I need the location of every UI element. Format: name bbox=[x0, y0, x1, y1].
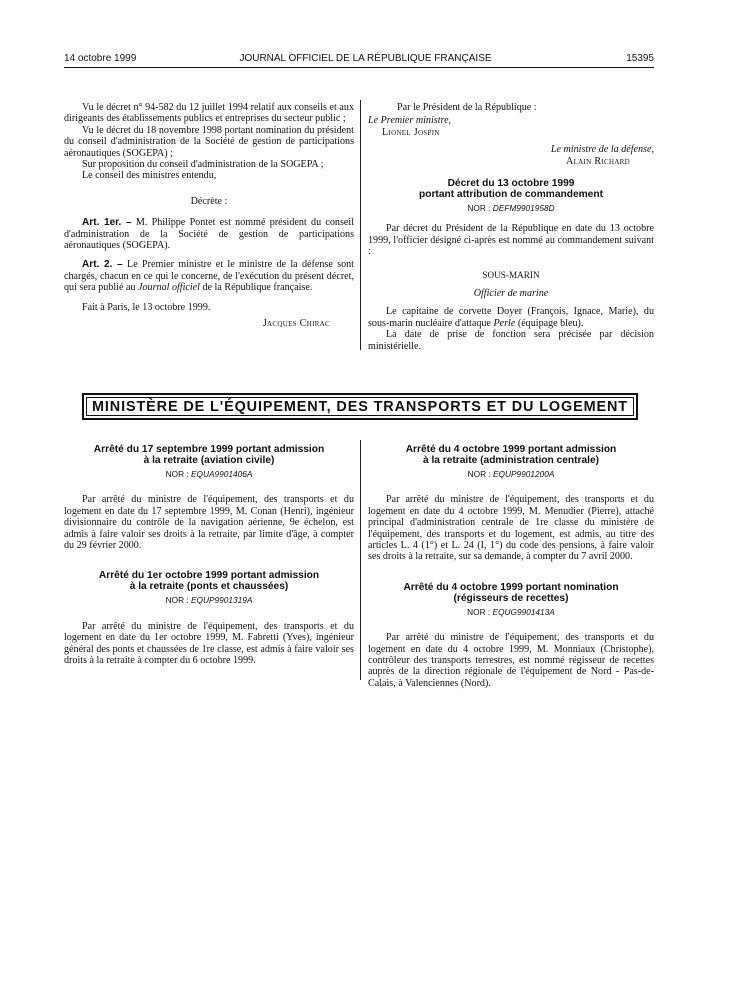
arrete-3-nor-code: EQUP9901200A bbox=[493, 469, 555, 479]
sous-marin-perle: Perle bbox=[493, 317, 516, 329]
officier-de-marine: Officier de marine bbox=[473, 288, 549, 300]
article-2 bbox=[64, 259, 354, 293]
premier-ministre-title: Le Premier ministre, bbox=[368, 115, 452, 127]
sous-marin-heading: SOUS-MARIN bbox=[482, 269, 540, 280]
capitaine-doyer bbox=[368, 306, 654, 329]
arrete-1-nor bbox=[64, 469, 354, 480]
arrete-2-nor bbox=[64, 595, 354, 606]
decret-nor bbox=[368, 203, 654, 214]
premier-ministre-name: Lionel Jospin bbox=[382, 126, 440, 138]
article-1-label: Art. 1er. – bbox=[82, 217, 132, 229]
vu-decret-1994: Vu le décret n° 94-582 du 12 juillet 1994 relatif aux conseils et aux dirigeants des établissements publics et entreprises du secteur public ; bbox=[64, 102, 354, 125]
decret-body: Par décret du Président de la République en date du 13 octobre 1999, l'officier désigné ci-après est nommé au commandement suivant : bbox=[368, 223, 654, 258]
header-date: 14 octobre 1999 bbox=[64, 53, 137, 64]
vu-decret-1998: Vu le décret du 18 novembre 1998 portant nomination du président du conseil d'administration de la Société de gestion de participations aéronautiques (SOGEPA) ; bbox=[64, 124, 354, 159]
arrete-4-nor-label: NOR : bbox=[467, 606, 491, 617]
date-prise-fonction: La date de prise de fonction sera précisée par décision ministérielle. bbox=[368, 329, 654, 352]
decret-nor-label: NOR : bbox=[467, 203, 491, 214]
arrete-1-nor-code: EQUA9901406A bbox=[191, 469, 253, 479]
arrete-3-body: Par arrêté du ministre de l'équipement, des transports et du logement en date du 4 octobre 1999, M. Menudier (Pierre), attaché principal d'administration centrale de 1re classe du ministère de l'équipement, des transports et du logement, est admis, au titre des articles L. 4 (1°) et L. 24 (I, 1°) du code des pensions, à faire valoir ses droits à la retraite, sur sa demande, à compter du 7 avril 2000. bbox=[368, 494, 654, 563]
decret-title-line1: Décret du 13 octobre 1999 bbox=[447, 178, 575, 190]
article-2-journal-officiel: Journal officiel bbox=[138, 282, 200, 294]
column-divider-bottom bbox=[360, 440, 361, 680]
article-1 bbox=[64, 217, 354, 251]
arrete-2-title-line1: Arrêté du 1er octobre 1999 portant admission bbox=[98, 570, 320, 582]
signature-president: Jacques Chirac bbox=[262, 318, 330, 330]
arrete-2-nor-code: EQUP9901319A bbox=[191, 595, 253, 606]
ministry-banner-title: MINISTÈRE DE L'ÉQUIPEMENT, DES TRANSPORTS ET DU LOGEMENT bbox=[92, 399, 628, 415]
arrete-1-title-line2: à la retraite (aviation civile) bbox=[143, 455, 275, 466]
arrete-1-title-line1: Arrêté du 17 septembre 1999 portant admission bbox=[93, 444, 325, 455]
arretes-left-column bbox=[64, 444, 354, 666]
arrete-1-body: Par arrêté du ministre de l'équipement, des transports et du logement en date du 17 septembre 1999, M. Conan (Henri), ingénieur divisionnaire du contrôle de la navigation aérienne, 9e échelon, est admis à faire valoir ses droits à la retraite, par limite d'âge, à compter du 29 février 2000. bbox=[64, 494, 354, 552]
decree-left-column bbox=[64, 102, 354, 330]
article-2-label: Art. 2. – bbox=[82, 259, 123, 271]
decree-right-column bbox=[368, 102, 654, 352]
arrete-4-nor-code: EQUG9901413A bbox=[492, 606, 555, 617]
arrete-3-nor bbox=[368, 469, 654, 480]
decret-title-line2: portant attribution de commandement bbox=[419, 189, 603, 201]
arretes-right-column bbox=[368, 444, 654, 689]
arrete-2-body: Par arrêté du ministre de l'équipement, des transports et du logement en date du 1er octobre 1999, M. Fabretti (Yves), ingénieur général des ponts et chaussées de 1re classe, est admis à faire valoir ses droits à la retraite à compter du 6 octobre 1999. bbox=[64, 620, 354, 667]
arrete-4-title-line2: (régisseurs de recettes) bbox=[453, 592, 569, 604]
header-rule bbox=[64, 67, 654, 68]
fait-a-paris: Fait à Paris, le 13 octobre 1999. bbox=[82, 301, 211, 313]
ministre-defense-name: Alain Richard bbox=[566, 155, 630, 167]
header-page-number: 15395 bbox=[626, 53, 654, 64]
capitaine-text-a: Le capitaine de corvette Doyer (François, Ignace, Marie), du sous-marin nucléaire d'attaque bbox=[368, 306, 654, 329]
ministry-banner bbox=[82, 393, 638, 420]
sur-proposition: Sur proposition du conseil d'administration de la SOGEPA ; bbox=[82, 159, 324, 171]
decrete-heading: Décrète : bbox=[190, 195, 228, 207]
ministre-defense-title: Le ministre de la défense, bbox=[550, 144, 654, 156]
article-1-text: M. Philippe Pontet est nommé président du conseil d'administration de la Société de gestion de participations aéronautiques (SOGEPA). bbox=[64, 217, 354, 252]
arrete-3-title-line1: Arrêté du 4 octobre 1999 portant admission bbox=[405, 444, 617, 455]
arrete-4-nor bbox=[368, 607, 654, 618]
arrete-1-nor-label: NOR : bbox=[165, 469, 189, 479]
article-2-text-a: Le Premier ministre et le ministre de la défense sont chargés, chacun en ce qui le concerne, de l'exécution du présent décret, qui sera publié au bbox=[64, 259, 354, 294]
par-le-president: Par le Président de la République : bbox=[397, 102, 537, 113]
article-2-text-b: de la République française. bbox=[202, 282, 313, 294]
arrete-4-title-line1: Arrêté du 4 octobre 1999 portant nomination bbox=[403, 581, 619, 593]
capitaine-text-b: (équipage bleu). bbox=[517, 317, 584, 329]
header-journal-title: JOURNAL OFFICIEL DE LA RÉPUBLIQUE FRANÇAISE bbox=[239, 53, 492, 64]
column-divider-top bbox=[360, 100, 361, 350]
arrete-3-nor-label: NOR : bbox=[467, 469, 491, 479]
arrete-2-nor-label: NOR : bbox=[165, 595, 189, 606]
decret-nor-code: DEFM9901958D bbox=[492, 203, 555, 214]
arrete-3-title-line2: à la retraite (administration centrale) bbox=[422, 455, 600, 466]
arrete-4-body: Par arrêté du ministre de l'équipement, des transports et du logement en date du 4 octobre 1999, M. Monniaux (Christophe), contrôleur des transports terrestres, est nommé régisseur de recettes auprès de la direction régionale de l'équipement de Nord - Pas-de-Calais, à Valenciennes (Nord). bbox=[368, 632, 654, 689]
arrete-2-title-line2: à la retraite (ponts et chaussées) bbox=[129, 581, 289, 593]
conseil-entendu: Le conseil des ministres entendu, bbox=[82, 170, 217, 182]
